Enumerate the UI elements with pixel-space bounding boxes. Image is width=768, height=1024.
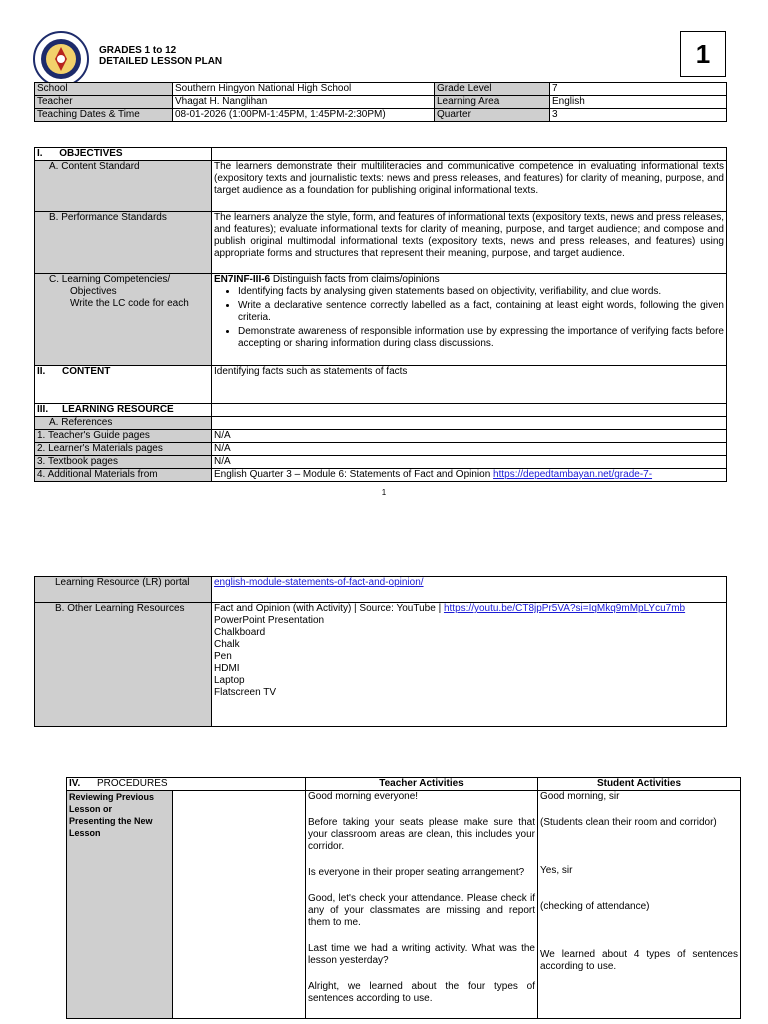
student-line: (Students clean their room and corridor) — [540, 817, 717, 828]
objectives-list — [214, 286, 724, 350]
quarter-label: Quarter — [435, 109, 550, 122]
procedure-step-label: Reviewing Previous Lesson or Presenting the New Lesson — [67, 791, 173, 1019]
teacher-activities-header: Teacher Activities — [306, 778, 538, 791]
teachers-guide-value: N/A — [212, 430, 727, 443]
objectives-table — [34, 147, 727, 482]
resource-item: Chalkboard — [214, 627, 266, 638]
youtube-link[interactable]: https://youtu.be/CT8jpPr5VA?si=IqMkq9mMpLYcu7mb — [443, 603, 686, 614]
learners-materials-value: N/A — [212, 443, 727, 456]
student-line: Yes, sir — [540, 865, 573, 876]
content-standard-label: A. Content Standard — [35, 161, 212, 212]
teachers-guide-label: 1. Teacher's Guide pages — [35, 430, 212, 443]
objective-item: • Identifying facts by analysing given statements based on objectivity, verifiability, and clue words. — [238, 286, 724, 298]
resource-item: HDMI — [214, 663, 240, 674]
additional-materials-label: 4. Additional Materials from — [35, 469, 212, 482]
teacher-line: Good, let's check your attendance. Please check if any of your classmates are missing and report them to me. — [308, 893, 535, 928]
references-label: A. References — [35, 417, 212, 430]
resources-heading: III. LEARNING RESOURCE — [35, 404, 212, 417]
info-row-dates — [35, 109, 727, 122]
teacher-line: Before taking your seats please make sure that your classroom areas are clean, this includes your corridor. — [308, 817, 535, 852]
objective-item: • Write a declarative sentence correctly labelled as a fact, containing at least eight words, following the given criteria. — [238, 300, 724, 324]
school-label: School — [35, 83, 173, 96]
other-resources-label: B. Other Learning Resources — [35, 603, 212, 727]
info-row-school — [35, 83, 727, 96]
teacher-line: Good morning everyone! — [308, 791, 419, 802]
resource-item: PowerPoint Presentation — [214, 615, 325, 626]
teacher-label: Teacher — [35, 96, 173, 109]
learners-materials-label: 2. Learner's Materials pages — [35, 443, 212, 456]
resource-item: Chalk — [214, 639, 240, 650]
grade-label: Grade Level — [435, 83, 550, 96]
procedures-table — [66, 777, 741, 1019]
school-value: Southern Hingyon National High School — [173, 83, 435, 96]
student-line: We learned about 4 types of sentences according to use. — [540, 949, 738, 972]
content-text: Identifying facts such as statements of facts — [212, 366, 727, 404]
module-link-continued[interactable]: english-module-statements-of-fact-and-opinion/ — [214, 577, 424, 588]
dates-label: Teaching Dates & Time — [35, 109, 173, 122]
student-line: Good morning, sir — [540, 791, 620, 802]
student-activities-header: Student Activities — [538, 778, 741, 791]
lc-code: EN7INF-III-6 — [214, 274, 271, 285]
competencies-text: EN7INF-III-6 Distinguish facts from claims/opinions • Identifying facts by analysing given statements based on objectivity, verifiability, and clue words. • Write a declarative sentence correctly labelled as a fact, containing at least eight words, following the given criteria. • Demonstrate awareness of responsible information use by expressing the importance of verifying facts before accepting or sharing information during class discussions. — [212, 274, 727, 366]
teacher-value: Vhagat H. Nanglihan — [173, 96, 435, 109]
teacher-line: Alright, we learned about the four types of sentences according to use. — [308, 981, 535, 1004]
info-table — [34, 82, 727, 122]
page-footer-number: 1 — [381, 488, 387, 497]
teacher-line: Last time we had a writing activity. What was the lesson yesterday? — [308, 943, 535, 966]
student-line: (checking of attendance) — [540, 901, 650, 912]
quarter-value: 3 — [550, 109, 727, 122]
textbook-label: 3. Textbook pages — [35, 456, 212, 469]
document-title: GRADES 1 to 12 DETAILED LESSON PLAN — [99, 45, 223, 67]
deped-seal-icon — [33, 31, 89, 87]
resources-table-continued — [34, 576, 727, 727]
dates-value: 08-01-2026 (1:00PM-1:45PM, 1:45PM-2:30PM) — [173, 109, 435, 122]
lr-portal-label: Learning Resource (LR) portal — [35, 577, 212, 603]
page-number-box: 1 — [680, 31, 726, 77]
other-resources-text: Fact and Opinion (with Activity) | Source: YouTube | https://youtu.be/CT8jpPr5VA?si=IqMkq9mMpLYcu7mb PowerPoint Presentation Chalkboard Chalk Pen HDMI Laptop Flatscreen TV — [212, 603, 727, 727]
objective-item: • Demonstrate awareness of responsible information use by expressing the importance of verifying facts before accepting or sharing information during class discussions. — [238, 326, 724, 350]
area-value: English — [550, 96, 727, 109]
content-standard-text: The learners demonstrate their multiliteracies and communicative competence in evaluating informational texts (expository texts and journalistic texts: news and press releases, and features) for clarity of meaning, purpose, and target audience as a foundation for publishing original informational texts. — [212, 161, 727, 212]
competencies-label: C. Learning Competencies/ Objectives Write the LC code for each — [35, 274, 212, 366]
additional-materials-value: English Quarter 3 – Module 6: Statements of Fact and Opinion https://depedtambayan.net/grade-7- — [212, 469, 727, 482]
performance-standards-text: The learners analyze the style, form, and features of informational texts (expository texts, news and press releases, and features); evaluate informational texts for clarity of meaning, purpose, and target audience; and compose and publish original multimodal informational texts (expository texts, news and press releases, and features) using appropriate forms and structures that represent their meaning, purpose, and target audience. — [212, 212, 727, 274]
resource-item: Laptop — [214, 675, 245, 686]
procedures-heading: IV. PROCEDURES — [67, 778, 306, 791]
performance-standards-label: B. Performance Standards — [35, 212, 212, 274]
area-label: Learning Area — [435, 96, 550, 109]
content-heading: II. CONTENT — [35, 366, 212, 404]
student-activities-cell — [538, 791, 741, 1019]
resource-item: Pen — [214, 651, 232, 662]
info-row-teacher — [35, 96, 727, 109]
objectives-heading: I. OBJECTIVES — [35, 148, 212, 161]
textbook-value: N/A — [212, 456, 727, 469]
module-link[interactable]: https://depedtambayan.net/grade-7- — [493, 469, 653, 480]
grade-value: 7 — [550, 83, 727, 96]
teacher-activities-cell — [306, 791, 538, 1019]
resource-item: Flatscreen TV — [214, 687, 277, 698]
teacher-line: Is everyone in their proper seating arrangement? — [308, 867, 525, 878]
